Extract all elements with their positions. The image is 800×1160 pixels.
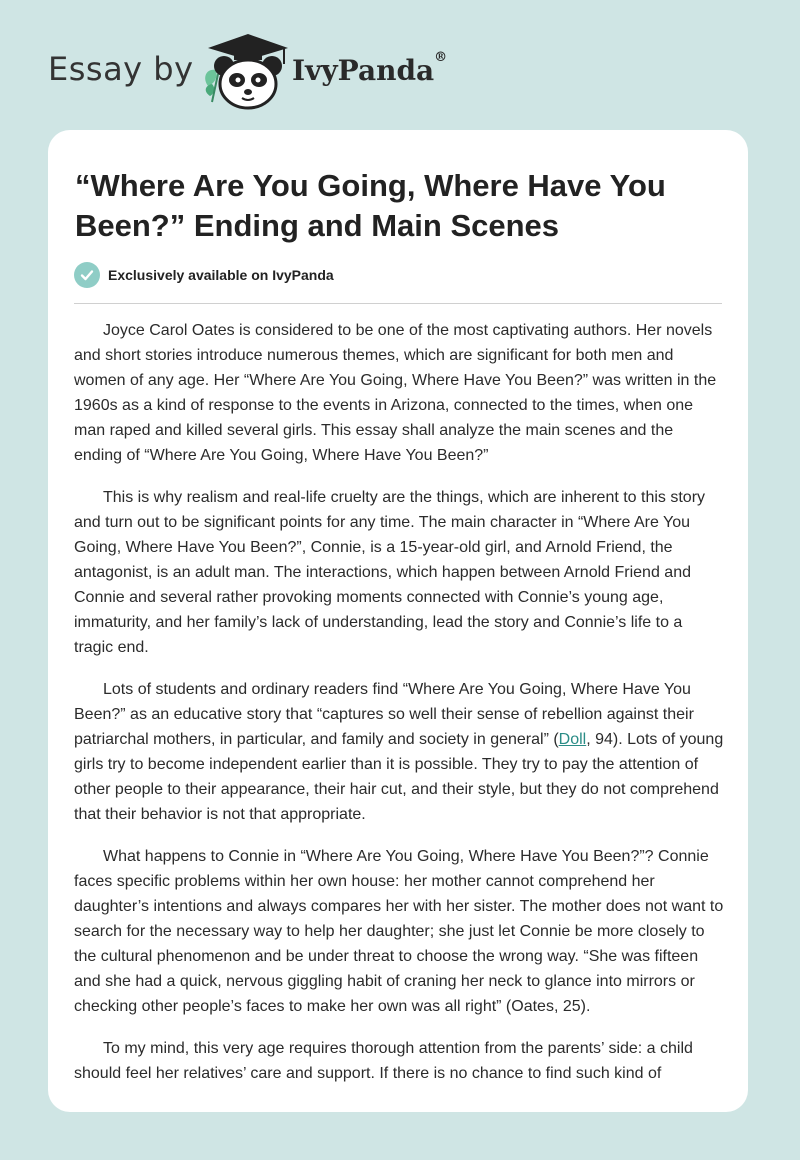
brand-text: IvyPanda bbox=[292, 54, 435, 87]
checkmark-icon bbox=[74, 262, 100, 288]
paragraph-3 bbox=[74, 677, 724, 827]
site-header bbox=[0, 0, 800, 120]
paragraph-2: This is why realism and real-life cruelty are the things, which are inherent to this story and turn out to be significant points for any time. The main character in “Where Are You Going, Where Have You Been?”, Connie, is a 15-year-old girl, and Arnold Friend, the antagonist, is an adult man. The interactions, which happen between Arnold Friend and Connie and several rather provoking moments connected with Connie’s young age, immaturity, and her family’s lack of understanding, lead the story and Connie’s life to a tragic end. bbox=[74, 489, 706, 656]
badge-label: Exclusively available on IvyPanda bbox=[108, 267, 334, 283]
essay-card bbox=[48, 130, 748, 1112]
paragraph-3-text-after: , 94). Lots of young girls try to become independent earlier than it is possible. They try to pay the attention of other people to their appearance, their hair cut, and their style, but they do not comprehend that their behavior is not that appropriate. bbox=[74, 731, 724, 823]
citation-link-doll[interactable]: Doll bbox=[558, 731, 587, 748]
paragraph-4: What happens to Connie in “Where Are You Going, Where Have You Been?”? Connie faces specific problems within her own house: her mother cannot comprehend her daughter’s intentions and always compares her with her sister. The mother does not want to search for the necessary way to help her daughter; she just let Connie be more closely to the cultural phenomenon and be under threat to choose the wrong way. “She was fifteen and she had a quick, nervous giggling habit of craning her neck to glance into mirrors or checking other people’s faces to make her own was all right” (Oates, 25). bbox=[74, 848, 724, 1015]
panda-logo-icon[interactable] bbox=[200, 32, 290, 110]
paragraph-5: To my mind, this very age requires thorough attention from the parents’ side: a child should feel her relatives’ care and support. If there is no chance to find such kind of bbox=[74, 1040, 693, 1082]
divider bbox=[74, 303, 722, 304]
brand-name[interactable] bbox=[292, 50, 448, 87]
essay-body bbox=[74, 318, 724, 1103]
exclusive-badge bbox=[74, 262, 334, 288]
registered-mark: ® bbox=[434, 50, 448, 65]
paragraph-3-text-before: Lots of students and ordinary readers find “Where Are You Going, Where Have You Been?” as an educative story that “captures so well their sense of rebellion against their patriarchal mothers, in particular, and family and society in general” ( bbox=[74, 681, 694, 748]
paragraph-1: Joyce Carol Oates is considered to be one of the most captivating authors. Her novels and short stories introduce numerous themes, which are significant for both men and women of any age. Her “Where Are You Going, Where Have You Been?” was written in the 1960s as a kind of response to the events in Arizona, connected to the times, when one man raped and killed several girls. This essay shall analyze the main scenes and the ending of “Where Are You Going, Where Have You Been?” bbox=[74, 322, 717, 464]
essay-title: “Where Are You Going, Where Have You Been?” Ending and Main Scenes bbox=[75, 168, 666, 243]
essay-by-label: Essay by bbox=[48, 50, 194, 88]
